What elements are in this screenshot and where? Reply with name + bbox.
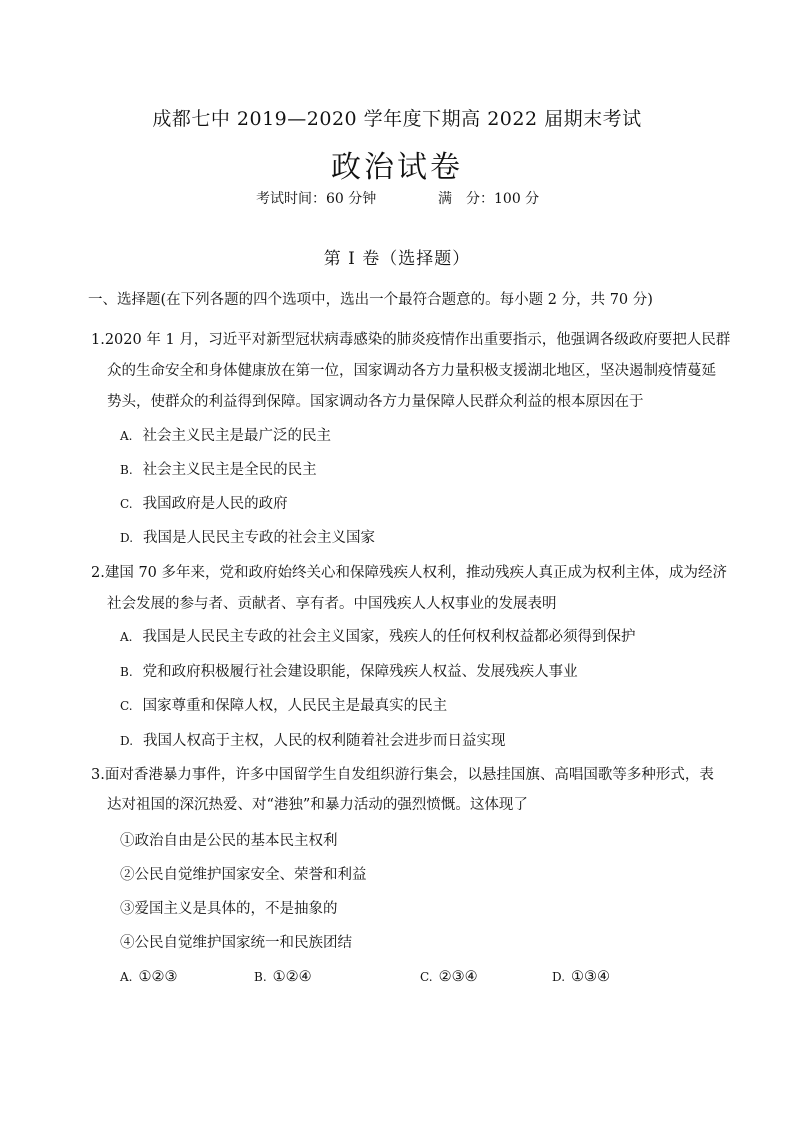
question-3-answer-a [120, 968, 177, 986]
section-title: 一、选择题(在下列各题的四个选项中，选出一个最符合题意的。每小题 2 分，共 70 分) [88, 292, 653, 308]
option-text: ①②③ [138, 969, 178, 985]
exam-score: 满 分：100 分 [438, 191, 540, 207]
question-3-answer-b [254, 968, 312, 986]
option-text: 党和政府积极履行社会建设职能，保障残疾人权益、发展残疾人事业 [142, 664, 578, 680]
option-text: ②③④ [438, 969, 478, 985]
question-2-option-d [120, 732, 506, 750]
option-text: 我国是人民民主专政的社会主义国家，残疾人的任何权利权益都必须得到保护 [142, 629, 636, 645]
question-2-option-c [120, 697, 447, 715]
option-label: B. [120, 463, 133, 477]
exam-subtitle: 政治试卷 [331, 150, 463, 185]
question-3-answer-c [420, 968, 478, 986]
question-3-item-2: ②公民自觉维护国家安全、荣誉和利益 [120, 867, 367, 883]
option-text: ①②④ [272, 969, 312, 985]
question-2-option-a [120, 628, 635, 646]
question-2-line-1: 2.建国 70 多年来，党和政府始终关心和保障残疾人权利，推动残疾人真正成为权利主体，成为经济 [91, 565, 727, 581]
question-3-item-1: ①政治自由是公民的基本民主权利 [120, 833, 338, 849]
volume-title: 第 I 卷（选择题） [323, 249, 471, 269]
option-label: D. [552, 970, 566, 984]
question-1-option-b [120, 461, 317, 479]
option-label: C. [120, 699, 133, 713]
option-text: 我国人权高于主权，人民的权利随着社会进步而日益实现 [143, 733, 506, 749]
option-text: 我国政府是人民的政府 [142, 496, 288, 512]
option-label: B. [120, 665, 133, 679]
question-3-line-1: 3.面对香港暴力事件，许多中国留学生自发组织游行集会，以悬挂国旗、高唱国歌等多种形式，表 [91, 767, 714, 783]
question-1-option-c [120, 495, 288, 513]
question-1-line-1: 1.2020 年 1 月，习近平对新型冠状病毒感染的肺炎疫情作出重要指示，他强调各级政府要把人民群 [91, 332, 731, 348]
option-text: 国家尊重和保障人权，人民民主是最真实的民主 [142, 698, 448, 714]
question-3-item-3: ③爱国主义是具体的，不是抽象的 [120, 901, 338, 917]
option-text: 社会主义民主是最广泛的民主 [142, 428, 331, 444]
question-3-item-4: ④公民自觉维护国家统一和民族团结 [120, 935, 352, 951]
question-2-option-b [120, 663, 578, 681]
option-label: A. [120, 970, 133, 984]
exam-title: 成都七中 2019—2020 学年度下期高 2022 届期末考试 [152, 108, 642, 130]
option-label: D. [120, 531, 134, 545]
option-label: B. [254, 970, 267, 984]
question-1-line-2: 众的生命安全和身体健康放在第一位，国家调动各方力量积极支援湖北地区，坚决遏制疫情蔓延 [107, 363, 716, 379]
option-label: A. [120, 630, 133, 644]
exam-time: 考试时间：60 分钟 [256, 191, 377, 207]
option-text: ①③④ [571, 969, 611, 985]
option-label: C. [120, 497, 133, 511]
question-1-option-a [120, 427, 331, 445]
option-label: C. [420, 970, 433, 984]
option-label: A. [120, 429, 133, 443]
option-text: 我国是人民民主专政的社会主义国家 [143, 530, 376, 546]
option-label: D. [120, 734, 134, 748]
question-1-option-d [120, 529, 375, 547]
question-2-line-2: 社会发展的参与者、贡献者、享有者。中国残疾人人权事业的发展表明 [107, 596, 557, 612]
option-text: 社会主义民主是全民的民主 [142, 462, 317, 478]
question-3-line-2: 达对祖国的深沉热爱、对“港独”和暴力活动的强烈愤慨。这体现了 [107, 797, 528, 813]
question-1-line-3: 势头，使群众的利益得到保障。国家调动各方力量保障人民群众利益的根本原因在于 [107, 394, 644, 410]
question-3-answer-d [552, 968, 610, 986]
